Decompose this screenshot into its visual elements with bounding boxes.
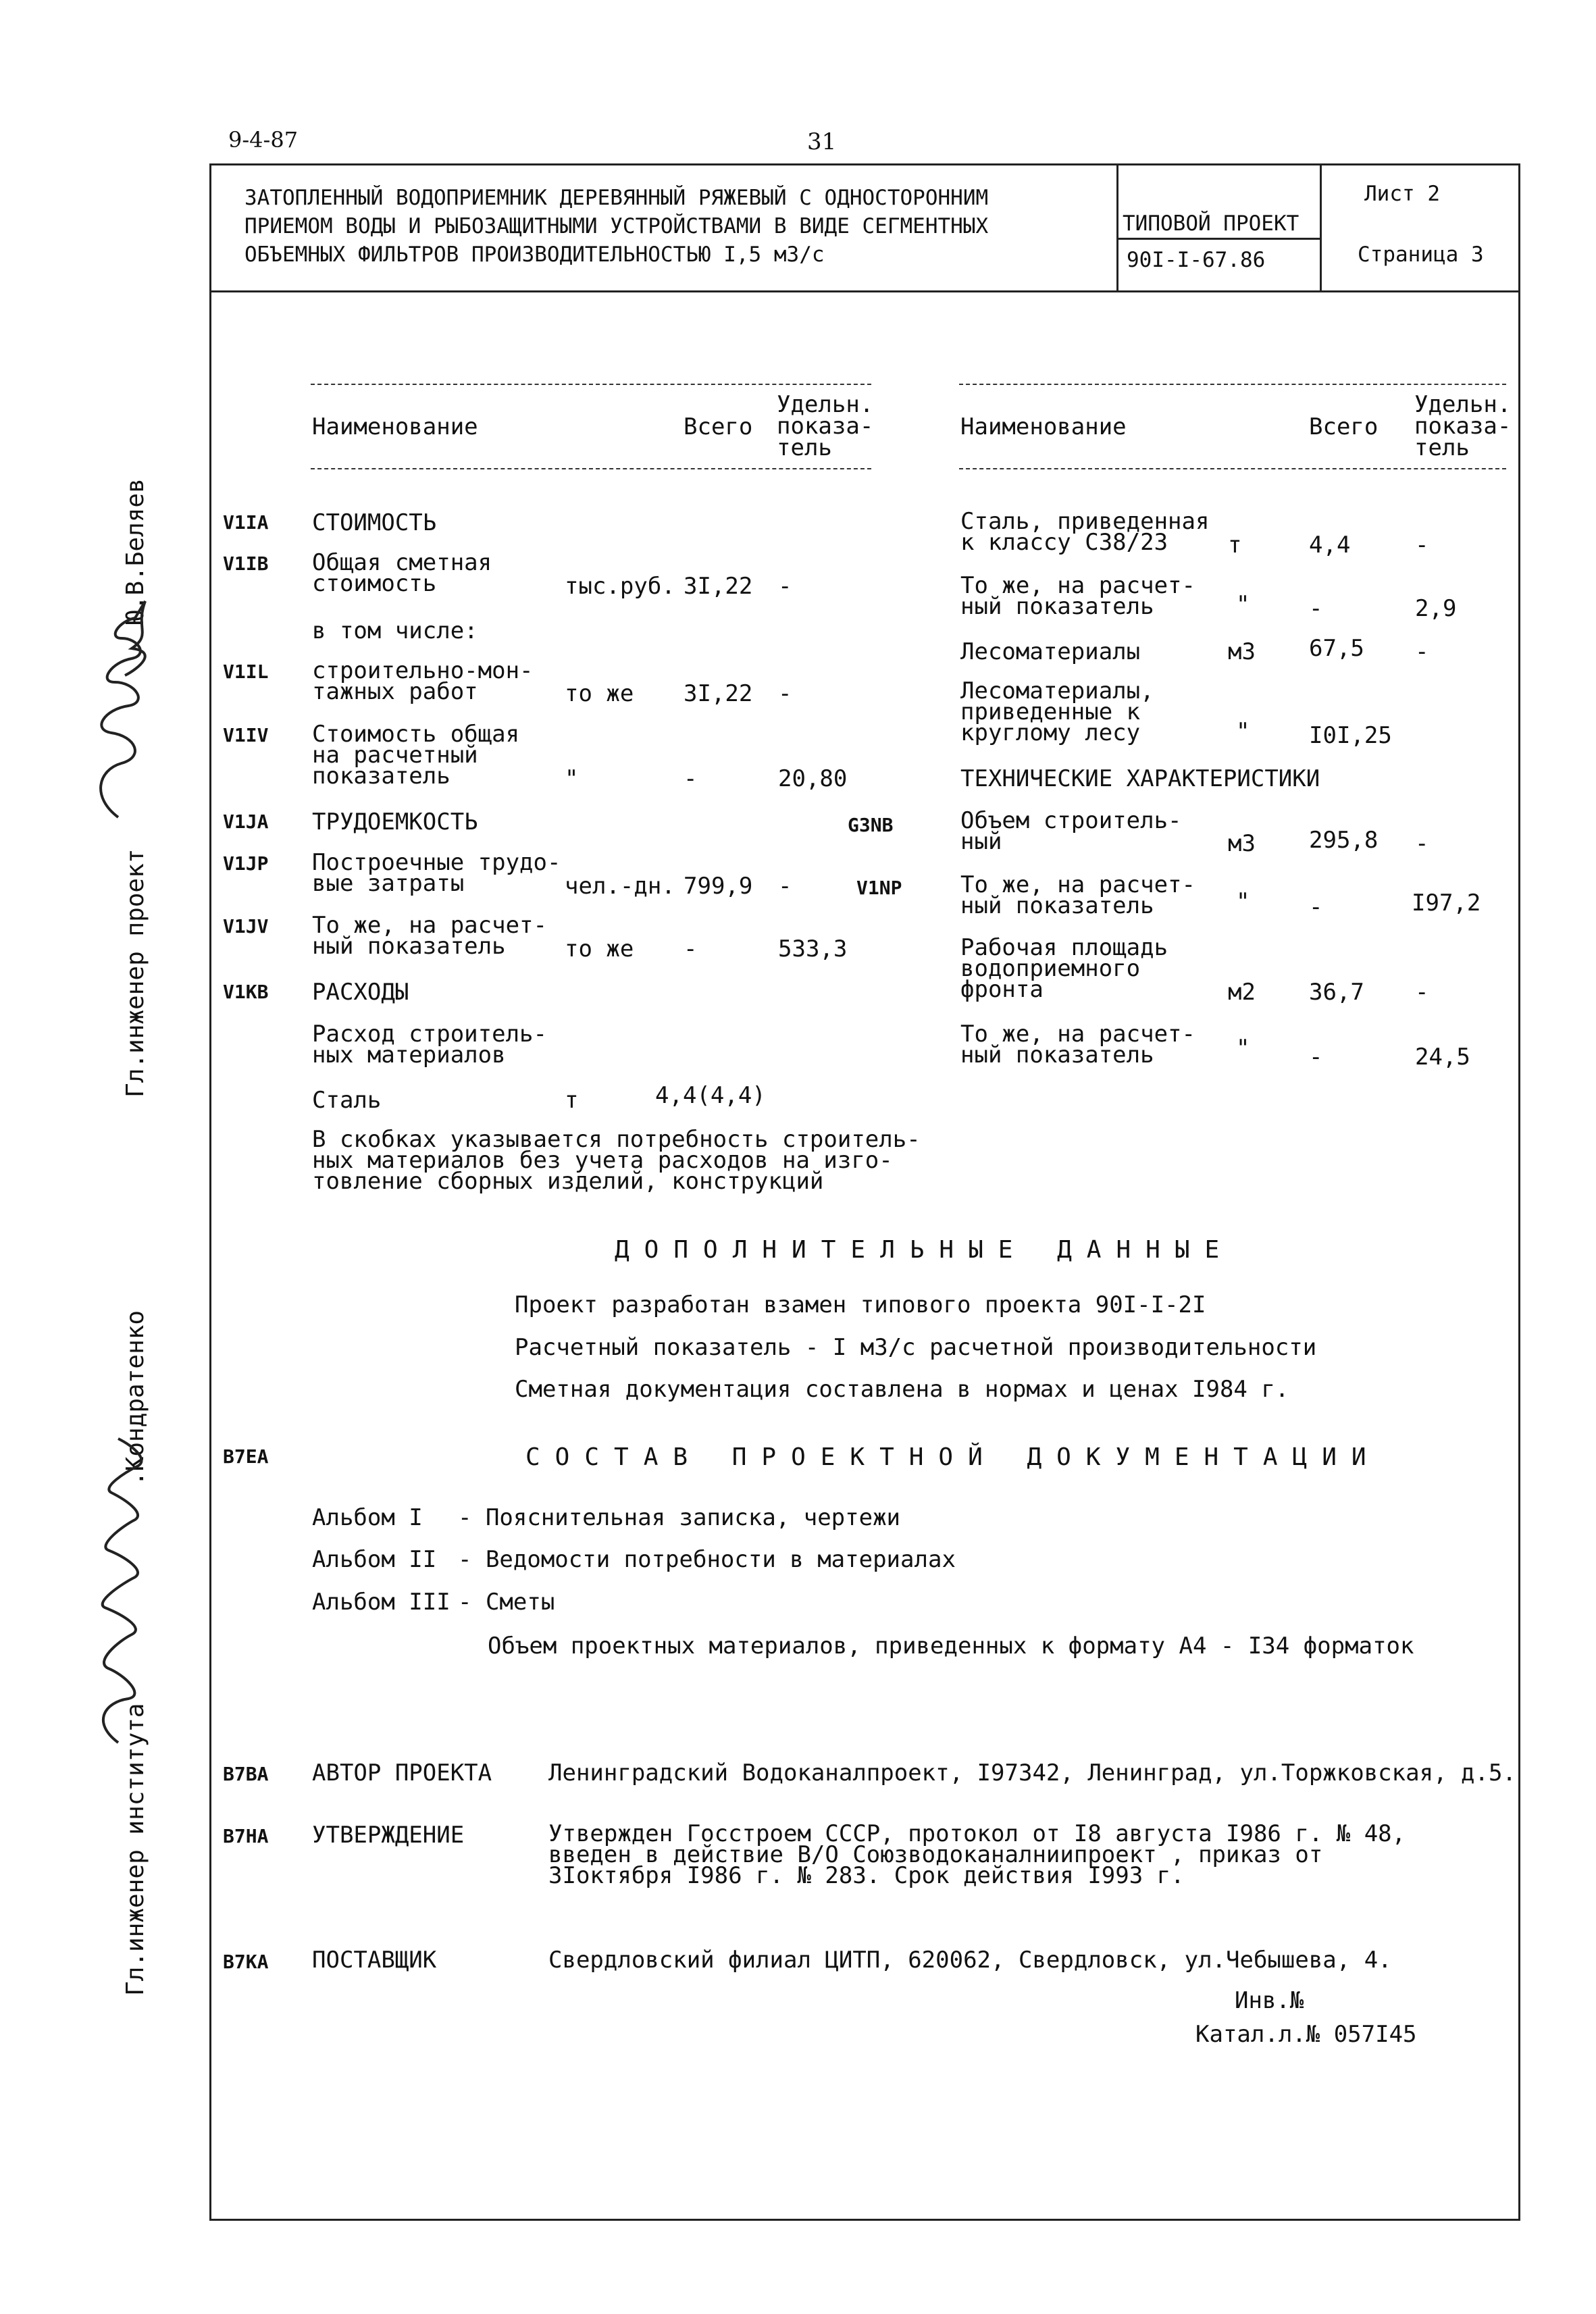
right-row-specific: 24,5 [1415, 1044, 1470, 1071]
right-row-unit: " [1236, 718, 1250, 745]
title-vline-2 [1320, 163, 1322, 292]
catalog-number: Катал.л.№ 057I45 [1195, 2021, 1417, 2048]
additional-line: Проект разработан взамен типового проекта 90I-I-2I [515, 1291, 1206, 1318]
project-label: ТИПОВОЙ ПРОЕКТ [1123, 211, 1299, 236]
left-note: В скобках указывается потребность строитель- ных материалов без учета расходов на изго- товление сборных изделий, конструкций [312, 1126, 921, 1195]
left-table-top-rule [311, 384, 871, 385]
left-row-name: Общая сметная стоимость [312, 549, 492, 597]
inventory-number: Инв.№ [1235, 1987, 1304, 2014]
info-text: Ленинградский Водоканалпроект, I97342, Ленинград, ул.Торжковская, д.5. [548, 1759, 1516, 1786]
right-row-name: Объем строитель- ный [960, 807, 1182, 855]
left-row-name: То же, на расчет- ный показатель [312, 912, 547, 960]
info-code: B7НА [223, 1825, 269, 1847]
additional-line: Расчетный показатель - I м3/с расчетной производительности [515, 1334, 1317, 1361]
right-row-specific: 2,9 [1415, 595, 1457, 622]
page-number: 31 [807, 128, 837, 155]
left-row-code: V1JP [223, 852, 269, 875]
right-row-total: - [1309, 894, 1323, 921]
right-row-specific: - [1415, 638, 1429, 665]
right-row-specific: - [1415, 830, 1429, 857]
document-title: ЗАТОПЛЕННЫЙ ВОДОПРИЕМНИК ДЕРЕВЯННЫЙ РЯЖЕВЫЙ С ОДНОСТОРОННИМ ПРИЕМОМ ВОДЫ И РЫБОЗАЩИТНЫМИ УСТРОЙСТВАМИ В ВИДЕ СЕГМЕНТНЫХ ОБЪЕМНЫХ ФИЛЬТРОВ ПРОИЗВОДИТЕЛЬНОСТЬЮ I,5 м3/с [244, 186, 989, 267]
left-row-code: V1JV [223, 915, 269, 937]
left-row-name: Сталь [312, 1087, 382, 1114]
album-text: - Сметы [458, 1589, 555, 1616]
right-row-unit: " [1236, 888, 1250, 915]
composition-heading: СОСТАВ ПРОЕКТНОЙ ДОКУМЕНТАЦИИ [525, 1443, 1381, 1471]
left-row-unit: тыс.руб. [565, 573, 675, 600]
right-row-specific: I97,2 [1412, 890, 1481, 917]
left-row-name: Расход строитель- ных материалов [312, 1021, 547, 1069]
right-row-unit: м3 [1228, 830, 1256, 857]
album-text: - Ведомости потребности в материалах [458, 1546, 956, 1573]
album-label: Альбом II [312, 1546, 437, 1573]
left-row-name: ТРУДОЕМКОСТЬ [312, 808, 478, 835]
info-code: B7КА [223, 1951, 269, 1973]
right-row-name: То же, на расчет- ный показатель [960, 572, 1195, 620]
left-row-code: V1JA [223, 811, 269, 833]
right-row-name: Сталь, приведенная к классу С38/23 [960, 508, 1210, 556]
info-label: АВТОР ПРОЕКТА [312, 1759, 492, 1786]
left-row-unit: то же [565, 680, 634, 707]
left-row-code: V1IL [223, 661, 269, 683]
left-row-name: строительно-мон- тажных работ [312, 657, 534, 705]
left-row-name: РАСХОДЫ [312, 979, 409, 1006]
info-code: B7ВА [223, 1763, 269, 1785]
left-row-specific: 20,80 [778, 765, 848, 792]
left-row-code: V1IB [223, 552, 269, 575]
left-header-total: Всего [684, 413, 753, 440]
signature-belyaev [71, 574, 165, 831]
info-label: УТВЕРЖДЕНИЕ [312, 1822, 465, 1849]
chief-engineer-institute: Гл.инженер института [122, 1703, 149, 1996]
right-row-unit: м2 [1228, 979, 1256, 1006]
left-row-total: - [684, 935, 698, 962]
left-row-specific: - [778, 573, 792, 600]
left-row-total: 3I,22 [684, 680, 753, 707]
left-row-code: V1IA [223, 511, 269, 534]
right-row-name: ТЕХНИЧЕСКИЕ ХАРАКТЕРИСТИКИ [960, 765, 1320, 792]
left-row-total: 799,9 [684, 873, 753, 900]
right-row-total: - [1309, 595, 1323, 622]
title-hline-mid [1116, 238, 1320, 240]
right-row-name: Лесоматериалы, приведенные к круглому лесу [960, 677, 1154, 746]
left-row-specific: 533,3 [778, 935, 848, 962]
right-row-unit: " [1236, 591, 1250, 618]
left-row-code: V1IV [223, 724, 269, 746]
left-row-code: V1KB [223, 981, 269, 1003]
right-row-specific: - [1415, 532, 1429, 559]
album-label: Альбом I [312, 1504, 423, 1531]
doc-code: 9-4-87 [228, 127, 299, 153]
right-row-name: Лесоматериалы [960, 638, 1141, 665]
left-row-total: 3I,22 [684, 573, 753, 600]
left-row-total: 4,4(4,4) [655, 1082, 766, 1109]
right-row-name: То же, на расчет- ный показатель [960, 871, 1195, 919]
right-header-specific: Удельн. показа- тель [1414, 391, 1512, 461]
album-text: - Пояснительная записка, чертежи [458, 1504, 901, 1531]
sheet-number: Лист 2 [1364, 182, 1440, 206]
signature-kondratenko [64, 1425, 165, 1749]
right-row-total: - [1309, 1044, 1323, 1071]
left-row-unit: " [565, 765, 579, 792]
right-row-name: Рабочая площадь водоприемного фронта [960, 934, 1168, 1003]
info-text: Свердловский филиал ЦИТП, 620062, Свердловск, ул.Чебышева, 4. [548, 1947, 1392, 1974]
right-row-unit: т [1228, 532, 1242, 559]
right-row-name: То же, на расчет- ный показатель [960, 1021, 1195, 1069]
info-text: Утвержден Госстроем СССР, протокол от I8 августа I986 г. № 48, введен в действие В/О Союзводоканалниипроект , приказ от 3Iоктября I986 г. № 283. Срок действия I993 г. [548, 1820, 1406, 1889]
left-row-total: - [684, 765, 698, 792]
right-row-specific: - [1415, 979, 1429, 1006]
left-row-name: СТОИМОСТЬ [312, 509, 437, 536]
mid-code: V1NP [856, 877, 902, 899]
left-row-specific: - [778, 680, 792, 707]
additional-line: Сметная документация составлена в нормах и ценах I984 г. [515, 1376, 1289, 1403]
left-header-specific: Удельн. показа- тель [777, 391, 874, 461]
right-row-total: 295,8 [1309, 827, 1379, 854]
left-row-unit: т [565, 1087, 579, 1114]
right-row-total: 67,5 [1309, 635, 1364, 662]
name-belyaev: Ю.В.Беляев [122, 478, 149, 625]
mid-code: G3NB [848, 814, 894, 836]
additional-heading: ДОПОЛНИТЕЛЬНЫЕ ДАННЫЕ [615, 1236, 1235, 1264]
title-block-divider [209, 290, 1518, 292]
left-row-specific: - [778, 873, 792, 900]
chief-engineer-project: Гл.инженер проект [122, 848, 149, 1098]
left-header-name: Наименование [312, 413, 478, 440]
right-row-total: 36,7 [1309, 979, 1364, 1006]
right-table-top-rule [959, 384, 1506, 385]
left-table-header-rule [311, 468, 871, 469]
right-header-total: Всего [1309, 413, 1379, 440]
right-header-name: Наименование [960, 413, 1127, 440]
right-row-unit: м3 [1228, 638, 1256, 665]
left-row-unit: то же [565, 935, 634, 962]
left-row-name: Построечные трудо- вые затраты [312, 849, 561, 897]
right-table-header-rule [959, 468, 1506, 469]
composition-volume: Объем проектных материалов, приведенных к формату А4 - I34 форматок [488, 1632, 1414, 1660]
page-label: Страница 3 [1358, 242, 1484, 267]
left-row-name: в том числе: [312, 617, 478, 644]
left-row-unit: чел.-дн. [565, 873, 675, 900]
right-row-total: I0I,25 [1309, 722, 1392, 749]
right-row-total: 4,4 [1309, 532, 1351, 559]
composition-code: B7ЕА [223, 1445, 269, 1468]
project-number: 90I-I-67.86 [1127, 248, 1266, 272]
info-label: ПОСТАВЩИК [312, 1947, 437, 1974]
name-kondratenko: .Кондратенко [122, 1310, 149, 1486]
album-label: Альбом III [312, 1589, 451, 1616]
right-row-unit: " [1236, 1035, 1250, 1062]
title-vline-1 [1116, 163, 1118, 292]
left-row-name: Стоимость общая на расчетный показатель [312, 721, 520, 790]
